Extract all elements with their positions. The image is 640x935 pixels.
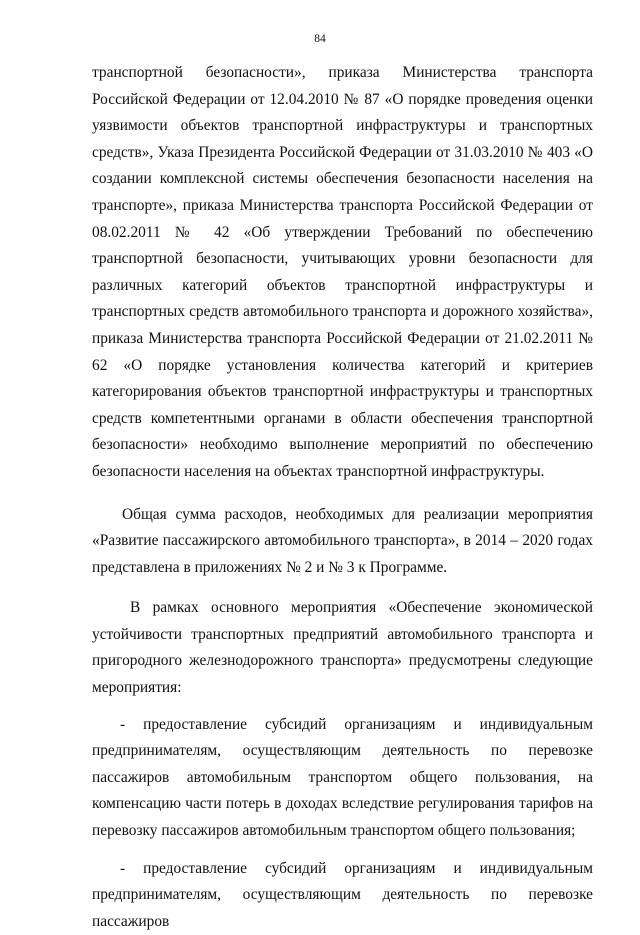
page-number: 84 — [314, 33, 326, 45]
list-item-subsidy-2: - предоставление субсидий организациям и индивидуальным предпринимателям, осуществляющим деятельность по перевозке пассажиров — [92, 859, 593, 930]
list-item-subsidy-1: - предоставление субсидий организациям и индивидуальным предпринимателям, осуществляющим деятельность по перевозке пассажиров автомобильным транспортом общего пользования, на компенсацию части потерь в доходах вследствие регулирования тарифов на перевозку пассажиров автомобильным транспортом общего пользования; — [92, 715, 593, 840]
paragraph-main-activity: В рамках основного мероприятия «Обеспечение экономической устойчивости транспортных предприятий автомобильного транспорта и пригородного железнодорожного транспорта» предусмотрены следующие мероприятия: — [92, 599, 593, 697]
paragraph-legal-references: транспортной безопасности», приказа Министерства транспорта Российской Федерации от 12.04.2010 № 87 «О порядке проведения оценки уязвимости объектов транспортной инфраструктуры и транспортных средств», Указа Президента Российской Федерации от 31.03.2010 № 403 «О создании комплексной системы обеспечения безопасности населения на транспорте», приказа Министерства транспорта Российской Федерации от 08.02.2011 № 42 «Об утверждении Требований по обеспечению транспортной безопасности, учитывающих уровни безопасности для различных категорий объектов транспортной инфраструктуры и транспортных средств автомобильного транспорта и дорожного хозяйства», приказа Министерства транспорта Российской Федерации от 21.02.2011 № 62 «О порядке установления количества категорий и критериев категорирования объектов транспортной инфраструктуры и транспортных средств компетентными органами в области обеспечения транспортной безопасности» необходимо выполнение мероприятий по обеспечению безопасности населения на объектах транспортной инфраструктуры. — [92, 64, 593, 480]
document-body — [92, 60, 593, 935]
paragraph-total-expenses: Общая сумма расходов, необходимых для реализации мероприятия «Развитие пассажирского автомобильного транспорта», в 2014 – 2020 годах представлена в приложениях № 2 и № 3 к Программе. — [92, 505, 593, 576]
